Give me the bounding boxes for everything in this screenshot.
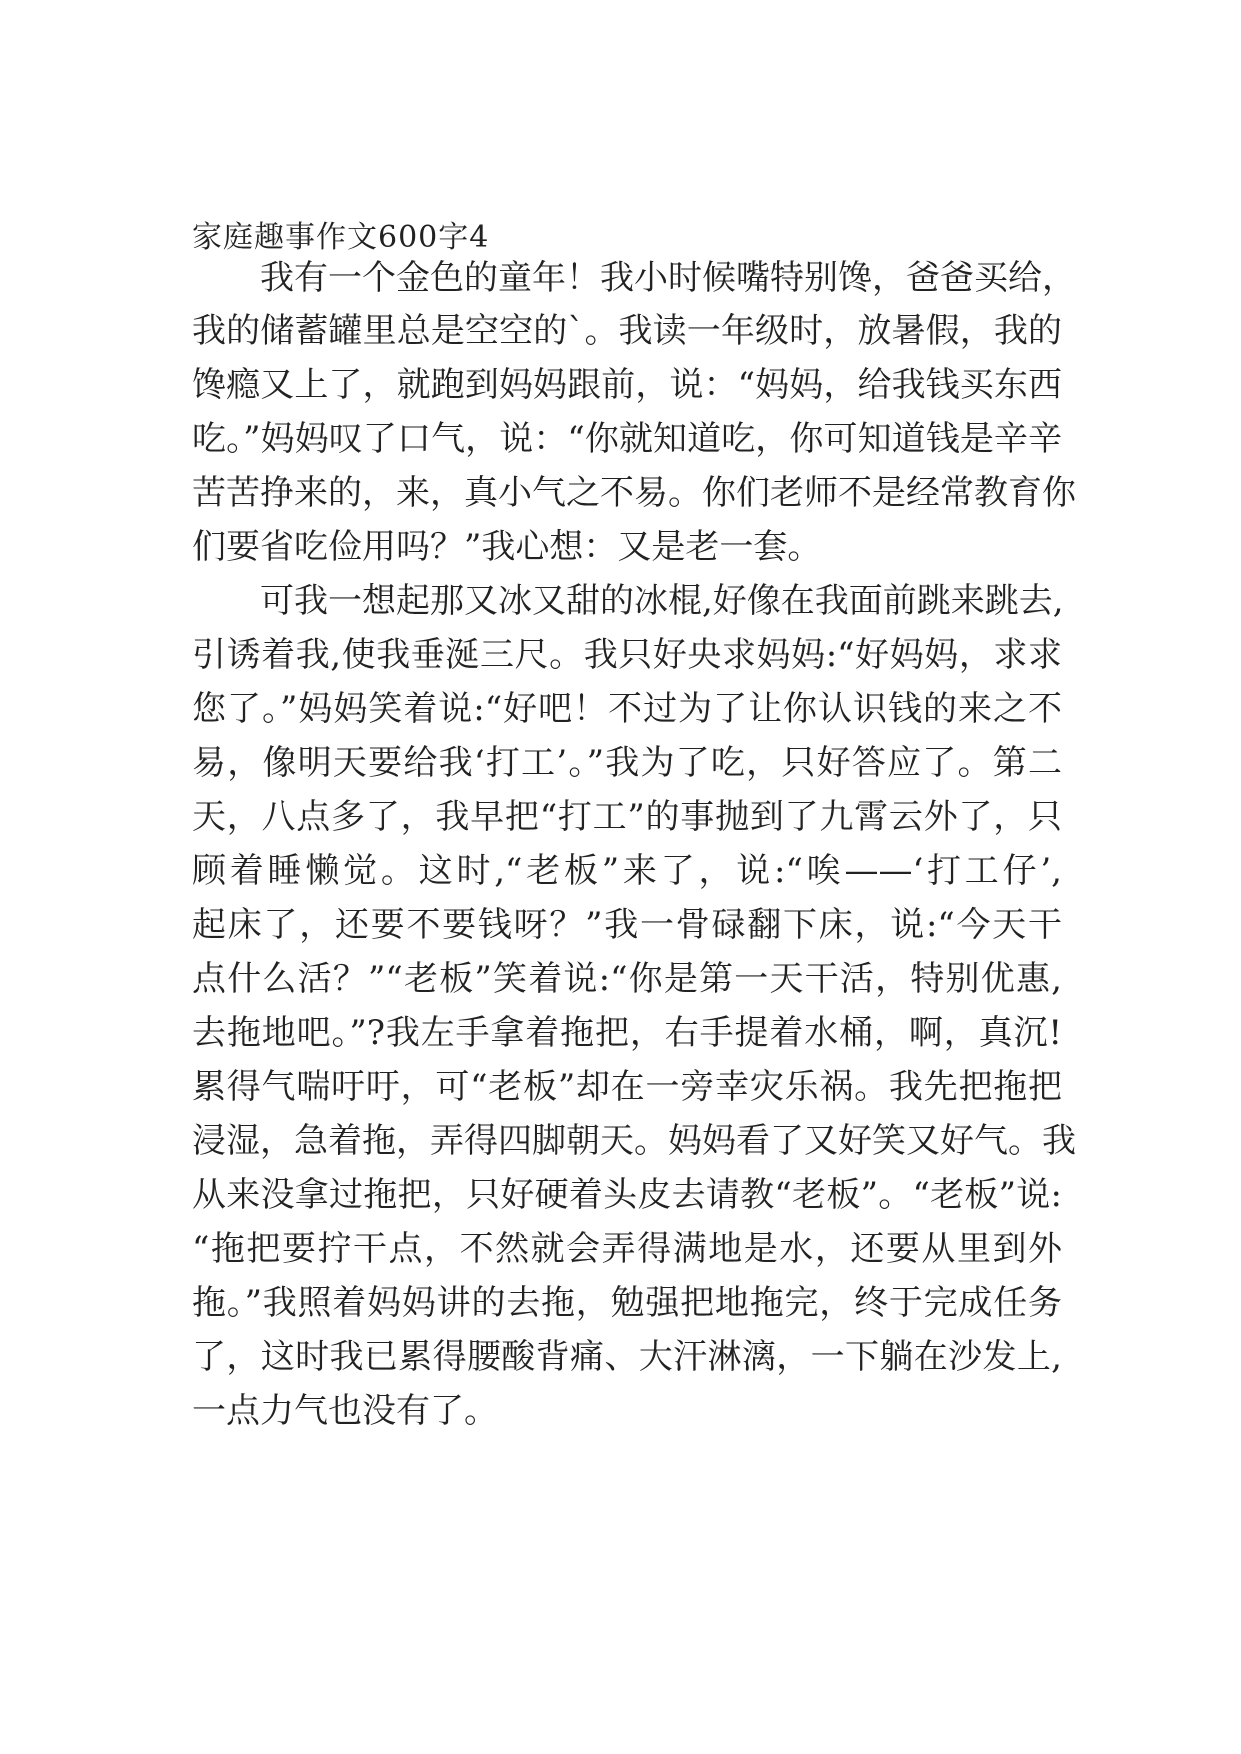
paragraph-line: 天，八点多了，我早把“打工”的事抛到了九霄云外了，只: [192, 797, 1062, 837]
paragraph-line: 浸湿，急着拖，弄得四脚朝天。妈妈看了又好笑又好气。我: [192, 1121, 1076, 1161]
paragraph-line: 顾着睡懒觉。这时,“老板”来了，说:“唉——‘打工仔’,: [192, 851, 1062, 891]
paragraph-line: 起床了，还要不要钱呀？”我一骨碌翻下床，说:“今天干: [192, 905, 1062, 945]
document-title: 家庭趣事作文600字4: [192, 220, 490, 255]
paragraph-line: 易，像明天要给我‘打工’。”我为了吃，只好答应了。第二: [192, 743, 1062, 783]
paragraph-line: 我有一个金色的童年！我小时候嘴特别馋，爸爸买给，: [260, 258, 1076, 298]
paragraph-line: 累得气喘吁吁，可“老板”却在一旁幸灾乐祸。我先把拖把: [192, 1067, 1062, 1107]
paragraph-line: 您了。”妈妈笑着说:“好吧！不过为了让你认识钱的来之不: [192, 689, 1062, 729]
paragraph-line: 点什么活？”“老板”笑着说:“你是第一天干活，特别优惠,: [192, 959, 1062, 999]
paragraph-line: 去拖地吧。”?我左手拿着拖把，右手提着水桶，啊，真沉!: [192, 1013, 1062, 1053]
paragraph-line: 拖。”我照着妈妈讲的去拖，勉强把地拖完，终于完成任务: [192, 1283, 1062, 1323]
paragraph-line: 馋瘾又上了，就跑到妈妈跟前，说：“妈妈，给我钱买东西: [192, 365, 1062, 405]
paragraph-line: 引诱着我,使我垂涎三尺。我只好央求妈妈:“好妈妈，求求: [192, 635, 1062, 675]
paragraph-line: 一点力气也没有了。: [192, 1391, 498, 1431]
paragraph-line: 了，这时我已累得腰酸背痛、大汗淋漓，一下躺在沙发上,: [192, 1337, 1062, 1377]
paragraph-line: 吃。”妈妈叹了口气，说：“你就知道吃，你可知道钱是辛辛: [192, 419, 1062, 459]
paragraph-line: 从来没拿过拖把，只好硬着头皮去请教“老板”。“老板”说:: [192, 1175, 1062, 1215]
paragraph-line: “拖把要拧干点，不然就会弄得满地是水，还要从里到外: [192, 1229, 1062, 1269]
paragraph-line: 们要省吃俭用吗？”我心想：又是老一套。: [192, 527, 822, 567]
paragraph-line: 苦苦挣来的，来，真小气之不易。你们老师不是经常教育你: [192, 473, 1076, 513]
paragraph-line: 可我一想起那又冰又甜的冰棍,好像在我面前跳来跳去,: [260, 581, 1064, 621]
paragraph-line: 我的储蓄罐里总是空空的`。我读一年级时，放暑假，我的: [192, 311, 1062, 351]
